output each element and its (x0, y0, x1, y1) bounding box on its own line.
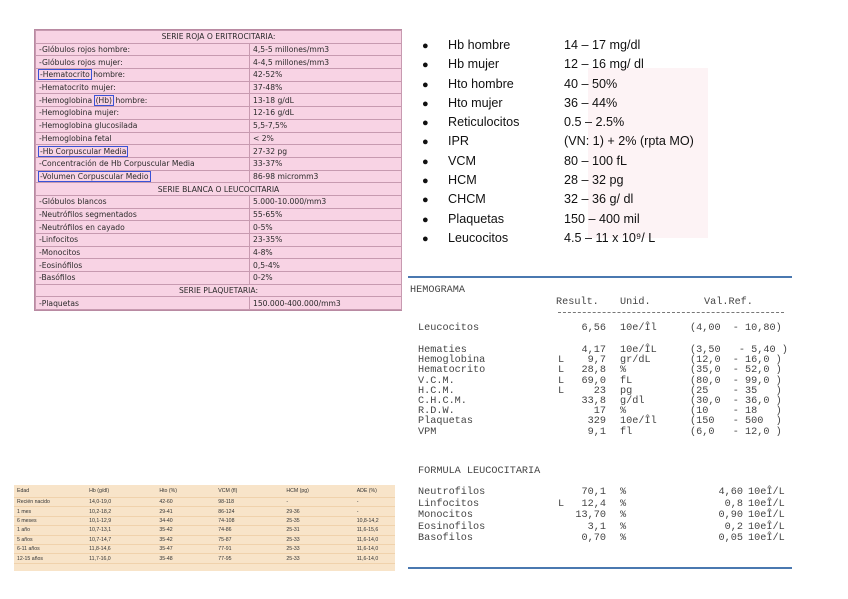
parameter-name (36, 69, 250, 82)
bullet-icon: ● (422, 213, 429, 226)
parameter-value: 86-98 micromm3 (250, 170, 402, 183)
row-flag: L (558, 375, 565, 387)
list-item (422, 75, 792, 94)
row-absolute-unit: 10eÎ/L (748, 498, 785, 510)
item-value: (VN: 1) + 2% (rpta MO) (564, 134, 694, 149)
parameter-name: -Linfocitos (36, 234, 250, 247)
parameter-value: 42-52% (250, 69, 402, 82)
item-name: Plaquetas (448, 211, 505, 226)
row-result: 12,4 (581, 498, 606, 510)
parameter-value: 4,5-5 millones/mm3 (250, 43, 402, 56)
row-unit: % (620, 533, 627, 544)
column-header: Hto (%) (156, 485, 215, 498)
table-cell: 6-11 años (14, 544, 86, 553)
item-value: 36 – 44% (564, 95, 618, 110)
row-name: Neutrofilos (418, 487, 486, 498)
table-cell: 77-91 (215, 544, 283, 553)
table-cell: - (354, 498, 395, 507)
bullet-icon: ● (422, 59, 429, 72)
column-header: HCM (pg) (283, 485, 353, 498)
table-cell: 86-124 (215, 507, 283, 516)
item-value: 150 – 400 mil (564, 211, 640, 226)
parameter-value: < 2% (250, 132, 402, 145)
row-result: 28,8 (581, 365, 606, 377)
table-row (36, 170, 402, 183)
section-header-row (36, 284, 402, 297)
table-cell: 6 meses (14, 516, 86, 525)
section-header-row (36, 183, 402, 196)
header-unit: Unid. (620, 297, 651, 308)
table-cell: 25-33 (283, 535, 353, 544)
table-cell: 29-41 (156, 507, 215, 516)
table-row (36, 81, 402, 94)
item-name: Hb mujer (448, 57, 500, 72)
row-unit: % (620, 365, 627, 377)
table-row (36, 132, 402, 145)
name-text: -Hemoglobina (39, 95, 95, 105)
row-result: 6,56 (581, 323, 606, 334)
row-name: V.C.M. (418, 375, 455, 387)
parameter-value: 0-5% (250, 221, 402, 234)
parameter-value: 23-35% (250, 234, 402, 247)
table-row (36, 259, 402, 272)
list-item (422, 113, 792, 132)
parameter-name: -Glóbulos blancos (36, 195, 250, 208)
list-item (422, 210, 792, 229)
table-cell: 75-87 (215, 535, 283, 544)
parameter-value: 4-8% (250, 246, 402, 259)
row-unit: 10e/Îl (620, 416, 657, 428)
table-cell: 11,6-15,6 (354, 526, 395, 535)
header-divider (558, 312, 784, 313)
item-value: 14 – 17 mg/dl (564, 38, 641, 52)
row-reference: (25 - 35 ) (690, 385, 782, 397)
table-row (36, 272, 402, 285)
parameter-value: 5.000-10.000/mm3 (250, 195, 402, 208)
row-unit: % (620, 487, 627, 498)
table-row (36, 145, 402, 158)
row-absolute-unit: 10eÎ/L (748, 533, 785, 544)
row-unit: 10e/ÎL (620, 345, 657, 356)
table-row (36, 297, 402, 310)
bullet-icon: ● (422, 136, 429, 149)
row-unit: % (620, 406, 627, 418)
bullet-icon: ● (422, 78, 429, 91)
row-result: 23 (593, 385, 606, 397)
parameter-name: -Hemoglobina glucosilada (36, 119, 250, 132)
row-unit: pg (620, 385, 633, 397)
table-cell: 25-31 (283, 526, 353, 535)
table-row (36, 234, 402, 247)
row-reference: (10 - 18 ) (690, 406, 782, 418)
table-cell: 11,6-14,0 (354, 554, 395, 563)
row-name: Linfocitos (418, 498, 480, 510)
parameter-value: 37-48% (250, 81, 402, 94)
highlight-box: -Hb Corpuscular Media (40, 146, 127, 156)
row-reference: (35,0 - 52,0 ) (690, 365, 782, 377)
table-cell: 10,7-13,1 (86, 526, 156, 535)
header-reference: Val.Ref. (704, 297, 753, 308)
item-value: 0.5 – 2.5% (564, 115, 625, 130)
parameter-name: -Basófilos (36, 272, 250, 285)
bullet-icon: ● (422, 40, 429, 52)
section-title: SERIE BLANCA O LEUCOCITARIA (36, 183, 402, 196)
table-cell: 1 mes (14, 507, 86, 516)
row-absolute-unit: 10eÎ/L (748, 487, 785, 498)
item-name: Hto mujer (448, 95, 503, 110)
table-cell: 25-33 (283, 544, 353, 553)
bullet-icon: ● (422, 194, 429, 207)
table-cell: 35-42 (156, 535, 215, 544)
item-value: 40 – 50% (564, 76, 618, 91)
table-cell: Recién nacido (14, 498, 86, 507)
parameter-value: 55-65% (250, 208, 402, 221)
parameter-name (36, 145, 250, 158)
table-cell: 10,1-12,9 (86, 516, 156, 525)
table-row (36, 43, 402, 56)
parameter-name: -Neutrófilos segmentados (36, 208, 250, 221)
hemograma-report-panel (408, 276, 792, 569)
column-header: Edad (14, 485, 86, 498)
parameter-name: -Plaquetas (36, 297, 250, 310)
reference-values-table (35, 30, 402, 310)
row-name: Hematocrito (418, 365, 486, 377)
table-row (14, 544, 395, 553)
row-absolute: 4,60 (718, 487, 743, 498)
age-reference-table (14, 485, 395, 564)
table-row (14, 507, 395, 516)
table-cell: 98-118 (215, 498, 283, 507)
highlight-box: -Volumen Corpuscular Medio (40, 171, 149, 181)
row-result: 17 (593, 406, 606, 418)
row-reference: (150 - 500 ) (690, 416, 782, 428)
item-name: IPR (448, 134, 469, 149)
parameter-value: 0,5-4% (250, 259, 402, 272)
table-cell: 14,0-19,0 (86, 498, 156, 507)
table-cell: 12-15 años (14, 554, 86, 563)
row-result: 70,1 (581, 487, 606, 498)
column-header: ADE (%) (354, 485, 395, 498)
formula-title: FORMULA LEUCOCITARIA (418, 466, 541, 477)
highlight-box: (Hb) (95, 95, 113, 105)
row-name: Basofilos (418, 533, 474, 544)
bullet-icon: ● (422, 117, 429, 130)
list-item (422, 229, 792, 248)
list-item (422, 190, 792, 209)
parameter-name: -Eosinófilos (36, 259, 250, 272)
row-reference: (6,0 - 12,0 ) (690, 426, 782, 438)
table-cell: 42-60 (156, 498, 215, 507)
row-absolute: 0,90 (718, 510, 743, 521)
table-row (14, 554, 395, 563)
table-cell: 25-35 (283, 516, 353, 525)
table-row (36, 246, 402, 259)
table-cell: 74-86 (215, 526, 283, 535)
item-value: 12 – 16 mg/ dl (564, 57, 644, 72)
bullet-icon: ● (422, 232, 429, 245)
row-result: 9,7 (587, 355, 606, 367)
row-absolute: 0,2 (724, 521, 743, 533)
item-name: VCM (448, 153, 476, 168)
row-name: Leucocitos (418, 323, 480, 334)
item-value: 28 – 32 pg (564, 173, 624, 188)
row-result: 329 (587, 416, 606, 428)
row-result: 13,70 (575, 510, 606, 521)
table-cell: 11,7-16,0 (86, 554, 156, 563)
parameter-name: -Hematocrito mujer: (36, 81, 250, 94)
parameter-name: -Monocitos (36, 246, 250, 259)
parameter-value: 5,5-7,5% (250, 119, 402, 132)
parameter-value: 27-32 pg (250, 145, 402, 158)
parameter-name: -Concentración de Hb Corpuscular Media (36, 157, 250, 170)
table-cell: 34-40 (156, 516, 215, 525)
row-flag: L (558, 498, 565, 510)
list-item (422, 132, 792, 151)
table-cell: 35-42 (156, 526, 215, 535)
table-cell: - (354, 507, 395, 516)
column-header: VCM (fl) (215, 485, 283, 498)
row-name: Monocitos (418, 510, 474, 521)
parameter-name: -Neutrófilos en cayado (36, 221, 250, 234)
row-name: VPM (418, 426, 437, 438)
row-flag: L (558, 365, 565, 377)
row-flag: L (558, 385, 565, 397)
list-item (422, 152, 792, 171)
row-result: 0,70 (581, 533, 606, 544)
row-result: 33,8 (581, 396, 606, 407)
item-name: Reticulocitos (448, 115, 520, 130)
table-row (14, 526, 395, 535)
row-unit: g/dl (620, 396, 645, 407)
list-item (422, 55, 792, 74)
parameter-name: -Hemoglobina mujer: (36, 107, 250, 120)
row-absolute: 0,05 (718, 533, 743, 544)
table-cell: 11,8-14,6 (86, 544, 156, 553)
table-row (36, 69, 402, 82)
row-reference: (12,0 - 16,0 ) (690, 355, 782, 367)
row-name: R.D.W. (418, 406, 455, 418)
table-cell: 74-108 (215, 516, 283, 525)
parameter-value: 0-2% (250, 272, 402, 285)
item-name: Leucocitos (448, 230, 509, 245)
list-item (422, 171, 792, 190)
table-cell: 35-47 (156, 544, 215, 553)
table-cell: 10,2-18,2 (86, 507, 156, 516)
bullet-icon: ● (422, 175, 429, 188)
age-reference-table-panel (14, 485, 395, 571)
row-absolute-unit: 10eÎ/L (748, 510, 785, 521)
table-cell: 29-36 (283, 507, 353, 516)
parameter-name: -Hemoglobina fetal (36, 132, 250, 145)
parameter-value: 13-18 g/dL (250, 94, 402, 107)
parameter-name (36, 94, 250, 107)
parameter-value: 12-16 g/dL (250, 107, 402, 120)
item-value: 80 – 100 fL (564, 153, 628, 168)
table-cell: 77-95 (215, 554, 283, 563)
table-cell: 11,6-14,0 (354, 535, 395, 544)
section-title: SERIE PLAQUETARIA: (36, 284, 402, 297)
row-result: 4,17 (581, 345, 606, 356)
item-name: Hto hombre (448, 76, 514, 91)
name-text: hombre: (90, 70, 126, 80)
table-row (36, 157, 402, 170)
parameter-value: 4-4,5 millones/mm3 (250, 56, 402, 69)
table-row (36, 208, 402, 221)
normal-values-bullet-list-panel (412, 28, 792, 270)
table-cell: 11,6-14,0 (354, 544, 395, 553)
normal-values-list (412, 28, 792, 248)
highlight-box: -Hematocrito (40, 70, 90, 80)
table-row (36, 195, 402, 208)
item-name: HCM (448, 173, 477, 188)
row-unit: % (620, 498, 627, 510)
table-cell: 25-33 (283, 554, 353, 563)
header-result: Result. (556, 297, 599, 308)
row-unit: fl (620, 426, 633, 438)
parameter-value: 33-37% (250, 157, 402, 170)
hemograma-title: HEMOGRAMA (410, 285, 466, 296)
table-row (36, 94, 402, 107)
item-name: CHCM (448, 192, 486, 207)
table-row (36, 56, 402, 69)
table-cell: 10,7-14,7 (86, 535, 156, 544)
row-absolute: 0,8 (724, 498, 743, 510)
item-name: Hb hombre (448, 38, 511, 52)
table-cell: 1 año (14, 526, 86, 535)
row-reference: (80,0 - 99,0 ) (690, 375, 782, 387)
item-value: 4.5 – 11 x 10⁹/ L (564, 230, 656, 245)
row-reference: (4,00 - 10,80) (690, 323, 782, 334)
table-row (14, 516, 395, 525)
row-name: Plaquetas (418, 416, 474, 428)
bullet-icon: ● (422, 155, 429, 168)
column-header: Hb (g/dl) (86, 485, 156, 498)
table-cell: 35-48 (156, 554, 215, 563)
table-row (36, 221, 402, 234)
section-title: SERIE ROJA O ERITROCITARIA: (36, 31, 402, 44)
table-row (14, 535, 395, 544)
name-text: hombre: (113, 95, 148, 105)
list-item (422, 36, 792, 55)
row-name: Hematies (418, 345, 467, 356)
row-unit: fL (620, 375, 633, 387)
row-unit: gr/dL (620, 355, 651, 367)
row-reference: (3,50 - 5,40 ) (690, 345, 788, 356)
row-absolute-unit: 10eÎ/L (748, 521, 785, 533)
row-unit: % (620, 521, 627, 533)
row-name: C.H.C.M. (418, 396, 467, 407)
item-value: 32 – 36 g/ dl (564, 192, 634, 207)
rbc-reference-table-panel (34, 29, 402, 311)
table-cell: 10,8-14,2 (354, 516, 395, 525)
parameter-name (36, 170, 250, 183)
row-result: 9,1 (587, 426, 606, 438)
parameter-name: -Glóbulos rojos mujer: (36, 56, 250, 69)
row-reference: (30,0 - 36,0 ) (690, 396, 782, 407)
bullet-icon: ● (422, 97, 429, 110)
parameter-name: -Glóbulos rojos hombre: (36, 43, 250, 56)
row-result: 69,0 (581, 375, 606, 387)
table-row (36, 107, 402, 120)
table-cell: - (283, 498, 353, 507)
list-item (422, 94, 792, 113)
table-cell: 5 años (14, 535, 86, 544)
row-name: H.C.M. (418, 385, 455, 397)
row-unit: 10e/Îl (620, 323, 657, 334)
row-name: Eosinofilos (418, 521, 486, 533)
row-unit: % (620, 510, 627, 521)
table-row (14, 498, 395, 507)
row-name: Hemoglobina (418, 355, 486, 367)
section-header-row (36, 31, 402, 44)
table-row (36, 119, 402, 132)
parameter-value: 150.000-400.000/mm3 (250, 297, 402, 310)
row-flag: L (558, 355, 565, 367)
row-result: 3,1 (587, 521, 606, 533)
